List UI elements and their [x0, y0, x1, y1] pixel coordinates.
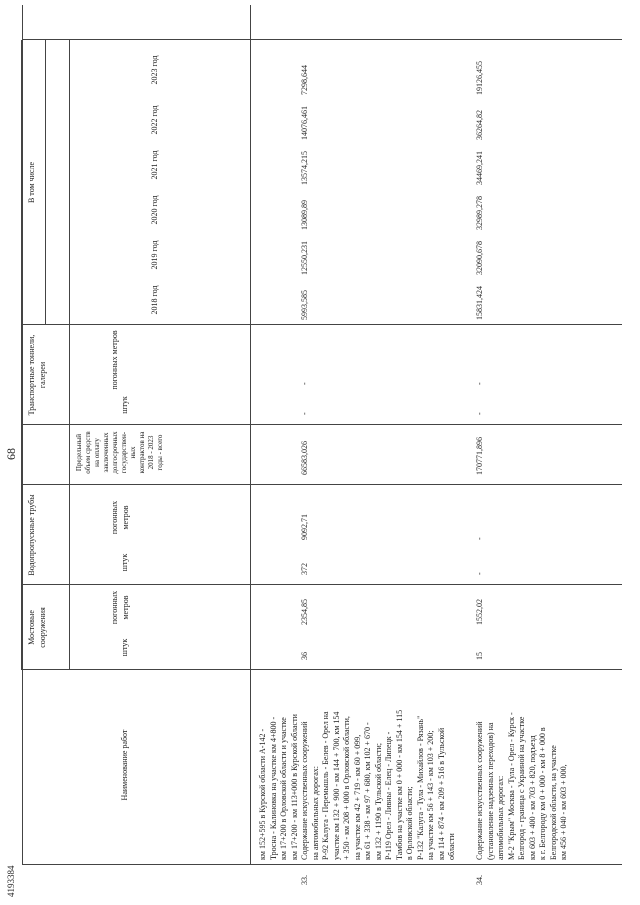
row-34-tunnels-pcs: - [475, 412, 484, 415]
row-33-2023: 7298,644 [300, 65, 309, 95]
row-33-total: 66583,026 [300, 441, 309, 475]
row-34-num: 34. [475, 875, 484, 885]
header-year-2020: 2020 год [150, 195, 159, 225]
row-33-name: Содержание искусственных сооружений на автомобильных дорогах: Р-92 Калуга - Перемышль - Белев - Орел на участке км 132 + 900 - км 144 + 700, км 154 + 350 - км 208 + 000 в Орловской области, на участке км 42 + 719 - км 60 + 099, км 61 + 338 - км 97 + 680, км 102 + 670 - км 132 + 1190 в Тульской области; Р-119 Орел - Ливны - Елец - Липецк - Тамбов на участке км 0 + 000 - км 154 + 115 в Орловской области; Р-132 "Калуга - Тула - Михайлов - Рязань" на участке км 56 + 143 - км 103 + 200; км 114 + 874 - км 209 + 516 в Тульской области [300, 709, 456, 860]
row-33-2022: 14076,461 [300, 106, 309, 140]
line-in-total-bottom [45, 40, 46, 325]
line-header-top [21, 40, 22, 670]
header-year-2018: 2018 год [150, 285, 159, 315]
header-pipes: Водопропускные трубы [27, 494, 36, 576]
line-limit [22, 324, 622, 325]
continuation-text: км 152+595 в Курской области А-142 - Тросна - Калиновка на участке км 4+800 - км 17+200 в Орловской области и участке км 17+200 - км 113+000 в Курской области [258, 714, 299, 860]
row-34-tunnels-m: - [475, 382, 484, 385]
row-34-pipes-pcs: - [475, 572, 484, 575]
header-limit: Предельный объем средств на оплату заключенных долгосрочных государствен-ных контрактов на 2018 - 2023 годы - всего [75, 431, 164, 474]
header-year-2022: 2022 год [150, 105, 159, 135]
row-34-2021: 34469,241 [475, 151, 484, 185]
line-row-top [22, 5, 23, 865]
header-tunnels-pcs: штук [120, 396, 129, 414]
row-34-2020: 32989,278 [475, 196, 484, 230]
line-subheader-bottom [69, 40, 70, 670]
header-tunnels: Транспортные тоннели, галереи [27, 334, 47, 416]
page-number: 68 [4, 448, 18, 460]
row-34-bridges-pcs: 15 [475, 652, 484, 660]
row-34-bridges-m: 1552,02 [475, 599, 484, 625]
row-33-2019: 12550,231 [300, 241, 309, 275]
line-tunnels [22, 424, 622, 425]
line-pipes [22, 484, 622, 485]
row-33-bridges-m: 2354,85 [300, 599, 309, 625]
row-33-2021: 13574,215 [300, 151, 309, 185]
header-year-2023: 2023 год [150, 55, 159, 85]
row-33-pipes-m: 9092,71 [300, 514, 309, 540]
line-left [22, 864, 622, 865]
header-year-2021: 2021 год [150, 150, 159, 180]
row-34-2019: 32090,678 [475, 241, 484, 275]
header-name-col: Наименование работ [120, 729, 129, 801]
header-year-2019: 2019 год [150, 240, 159, 270]
row-34-2018: 15831,424 [475, 286, 484, 320]
row-34-2022: 36264,82 [475, 110, 484, 140]
row-33-num: 33. [300, 875, 309, 885]
document-code: 4193384 [6, 865, 16, 897]
row-33-pipes-pcs: 372 [300, 563, 309, 575]
header-bridges-m: погонных метров [110, 590, 130, 625]
row-34-pipes-m: - [475, 537, 484, 540]
row-34-2023: 19126,455 [475, 61, 484, 95]
row-34-name: Содержание искусственных сооружений (установление надземных переходов) на автомобильных дорогах: М-2 "Крым" Москва - Тула - Орел - Курск - Белгород - граница с Украиной на участке км 603 + 400 - км 703 + 820, подъезд к г. Белгороду км 0 + 000 - км 8 + 000 в Белгородской области, на участке км 456 + 040 - км 603 + 000, [475, 712, 568, 860]
row-33-2018: 5993,585 [300, 290, 309, 320]
row-33-tunnels-pcs: - [300, 412, 309, 415]
line-header-bottom [250, 5, 251, 865]
row-33-tunnels-m: - [300, 382, 309, 385]
header-bridges: Мостовые сооружения [27, 607, 47, 648]
header-pipes-m: погонных метров [110, 500, 130, 535]
header-in-total: В том числе [27, 161, 36, 204]
header-tunnels-m: погонных метров [110, 330, 119, 390]
line-right [22, 39, 622, 40]
header-pipes-pcs: штук [120, 553, 129, 572]
row-34-total: 170771,896 [475, 437, 484, 475]
header-bridges-pcs: штук [120, 638, 129, 657]
row-33-2020: 13089,89 [300, 200, 309, 230]
row-33-bridges-pcs: 36 [300, 652, 309, 660]
